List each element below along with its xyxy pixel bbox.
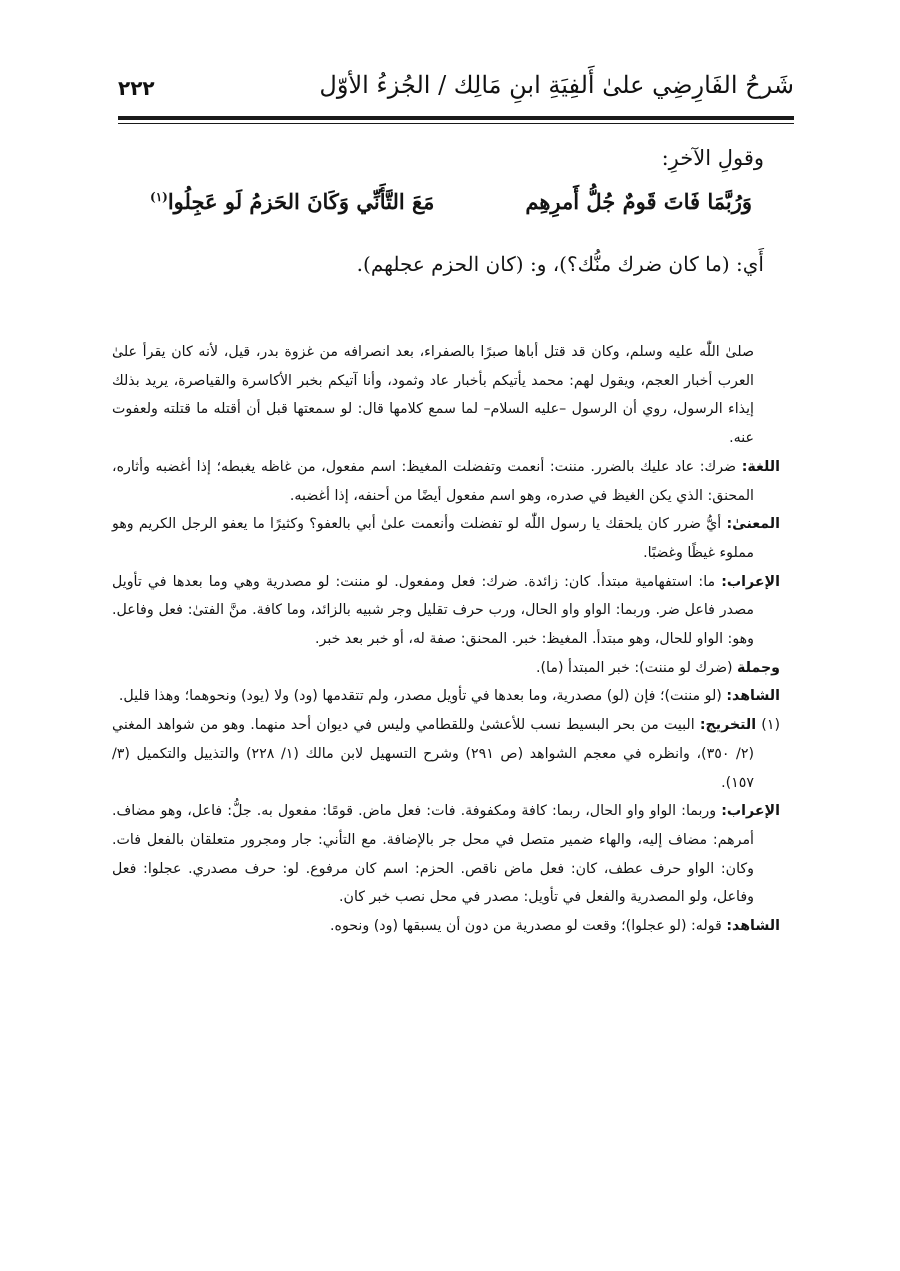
note-lugha-label: اللغة: (741, 458, 780, 475)
poetry-verse (150, 182, 752, 226)
verse-second-hemistich: مَعَ التَّأَنِّي وَكَانَ الحَزمُ لَو عَجِلُوا (167, 189, 435, 214)
note-irab-2-text: وربما: الواو واو الحال، ربما: كافة ومكفوفة. فات: فعل ماض. قومًا: مفعول به. جلُّ: فاعل، وهو مضاف. أمرهم: مضاف إليه، والهاء ضمير متصل في محل جر بالإضافة. مع التأني: جار ومجرور متعلقان بالفعل فات. وكان: الواو حرف عطف، كان: فعل ماض ناقص. الحزم: اسم كان مرفوع. لو: حرف مصدري. عجلوا: فعل وفاعل، ولو المصدرية والفعل في تأويل: مصدر في محل نصب خبر كان. (112, 803, 754, 906)
verse-first-hemistich: وَرُبَّمَا فَاتَ قَومٌ جُلُّ أَمرِهِم (525, 189, 752, 214)
footnote-1-number: (١) (761, 717, 781, 734)
note-shahid-1 (112, 682, 780, 711)
page-number: ٢٢٢ (118, 76, 155, 100)
verse-second-hemistich-wrapper (150, 182, 434, 222)
note-irab-1 (112, 568, 780, 654)
running-header (118, 62, 794, 118)
note-jumla-text: (ضرك لو مننت): خبر المبتدأ (ما). (536, 659, 733, 676)
header-rule-thick (118, 116, 794, 120)
running-header-title: شَرحُ الفَارِضِي علىٰ أَلفِيَةِ ابنِ مَالِك / الجُزءُ الأوّل (319, 71, 794, 99)
footnote-1 (112, 711, 780, 797)
footnote-marker: (١) (150, 190, 168, 204)
note-continuation: صلىٰ اللّٰه عليه وسلم، وكان قد قتل أباها صبرًا بالصفراء، بعد انصرافه من غزوة بدر، قيل، لأنه كان يقرأ علىٰ العرب أخبار العجم، ويقول لهم: محمد يأتيكم بأخبار عاد وثمود، وأنا آتيكم بخبر الأكاسرة والقياصرة، يريد بذلك إيذاء الرسول، روي أن الرسول –عليه السلام– لما سمع كلامها قال: لو سمعتها قبل أن أقتله ما قتلته ولعفوت عنه. (112, 344, 754, 447)
note-shahid-2-label: الشاهد: (726, 918, 780, 935)
note-takhrij-text: البيت من بحر البسيط نسب للأعشىٰ وللقطامي وليس في ديوان أحد منهما. وهو من شواهد المغني (٢/ ٣٥٠)، وانظره في معجم الشواهد (ص ٢٩١) وشرح التسهيل لابن مالك (١/ ٢٢٨) والتذييل والتكميل (٣/ ١٥٧). (112, 717, 754, 791)
note-shahid-2-text: قوله: (لو عجلوا)؛ وقعت لو مصدرية من دون أن يسبقها (ود) ونحوه. (330, 918, 722, 935)
header-rule-thin (118, 123, 794, 124)
note-takhrij-label: التخريج: (699, 717, 757, 734)
note-maana-text: أيُّ ضرر كان يلحقك يا رسول اللّٰه لو تفضلت وأنعمت علىٰ أبي بالعفو؟ وكثيرًا ما يعفو الرجل الكريم وهو مملوء غيظًا وغضبًا. (112, 516, 754, 561)
note-jumla-label: وجملة (737, 659, 780, 676)
note-jumla (112, 654, 780, 683)
note-shahid-2 (112, 912, 780, 941)
note-shahid-1-label: الشاهد: (726, 688, 780, 705)
note-irab-1-label: الإعراب: (721, 573, 780, 590)
verse-explanation: أَي: (ما كان ضرك منُّك؟)، و: (كان الحزم عجلهم). (356, 252, 764, 276)
note-shahid-1-text: (لو مننت)؛ فإن (لو) مصدرية، وما بعدها في تأويل مصدر، ولم تتقدمها (ود) ولا (يود) ونحوهما؛ وهذا قليل. (118, 688, 722, 705)
note-lugha-text: ضرك: عاد عليك بالضرر. مننت: أنعمت وتفضلت المغيظ: اسم مفعول، من غاظه يغبطه؛ إذا أغضبه وأثاره، المحنق: الذي يكن الغيظ في صدره، وهو اسم مفعول أيضًا من أحنفه، إذا أغضبه. (112, 458, 754, 504)
note-maana (112, 510, 780, 567)
note-irab-1-text: ما: استفهامية مبتدأ. كان: زائدة. ضرك: فعل ومفعول. لو مننت: لو مصدرية وهي وما بعدها في تأويل مصدر فاعل ضر. وربما: الواو واو الحال، ورب حرف تقليل وجر شبيه بالزائد، وما كافة. منَّ الفتىٰ: فعل وفاعل. وهو: الواو للحال، وهو مبتدأ. المغيظ: خبر. المحنق: صفة له، أو خبر بعد خبر. (112, 573, 754, 648)
intro-line: وقولِ الآخرِ: (661, 146, 764, 170)
footnotes-section (112, 338, 780, 941)
main-text (280, 140, 764, 176)
note-maana-label: المعنىٰ: (726, 516, 780, 533)
note-irab-2 (112, 797, 780, 912)
note-irab-2-label: الإعراب: (721, 803, 780, 820)
note-lugha (112, 453, 780, 510)
